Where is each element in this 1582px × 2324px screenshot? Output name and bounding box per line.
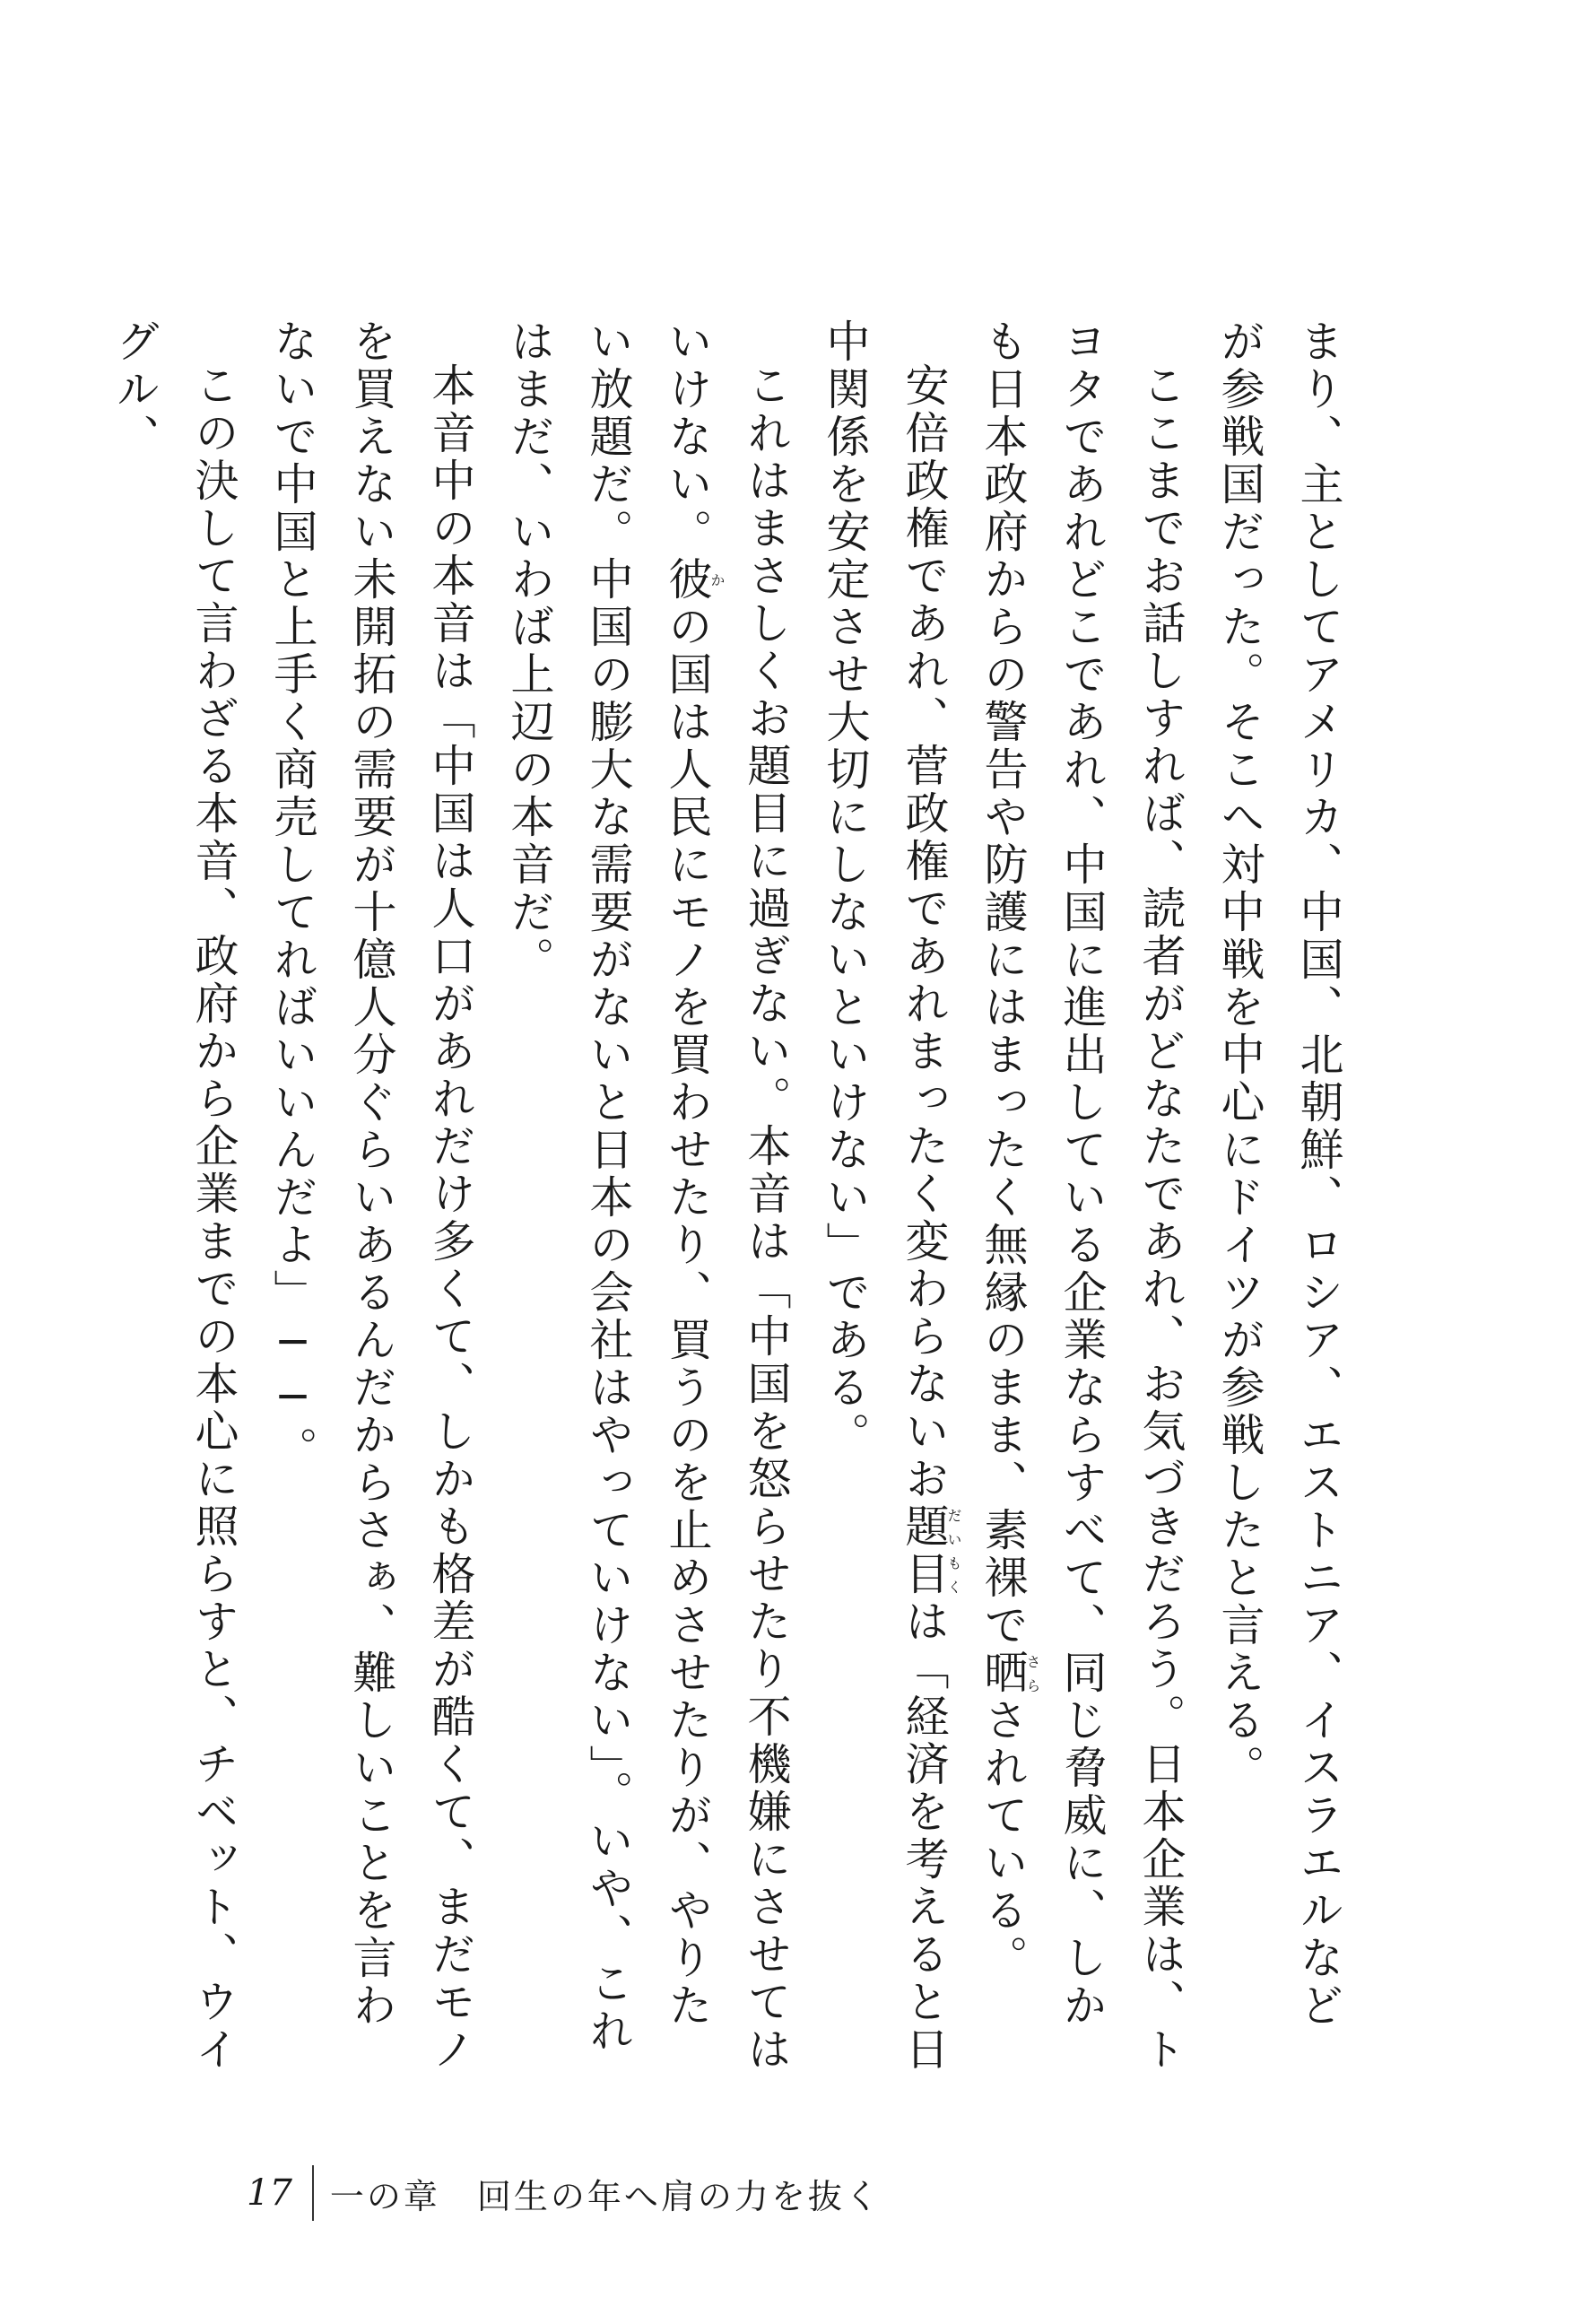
paragraph-6: この決して言わざる本音、政府から企業までの本心に照らすと、チベット、ウイグル、 [109,318,239,2074]
paragraph-2-tail: されている。 [978,1697,1029,1982]
ruby-sara: 晒さら [978,1649,1041,1697]
paragraph-4-tail: の国は人民にモノを買わせたり、買うのを止めさせたりが、やりたい放題だ。中国の膨大な需要がないと日本の会社はやっていけない」。いや、これはまだ、いわば上辺の本音だ。 [504,318,713,2056]
paragraph-1: まり、主としてアメリカ、中国、北朝鮮、ロシア、エストニア、イスラエルなどが参戦国だった。そこへ対中戦を中心にドイツが参戦したと言える。 [1214,318,1344,2030]
running-chapter-title: 一の章 回生の年へ肩の力を抜く [329,2176,882,2216]
paragraph-2-head: ここまでお話しすれば、読者がどなたであれ、お気づきだろう。日本企業は、トヨタであれどこであれ、中国に進出している企業ならすべて、同じ脅威に、しかも日本政府からの警告や防護にはまったく無縁のまま、素裸で [978,318,1186,2074]
paragraph-4-head: これはまさしくお題目に過ぎない。本音は「中国を怒らせたり不機嫌にさせてはいけない。 [662,318,792,2074]
ruby-ka: 彼か [662,556,726,604]
footer-divider [312,2165,314,2221]
ruby-daimoku: 題目だいもく [899,1503,962,1598]
body-text [109,318,1358,2076]
paragraph-2 [963,318,1200,2076]
paragraph-5: 本音中の本音は「中国は人口があれだけ多くて、しかも格差が酷くて、まだモノを買えない未開拓の需要が十億人分ぐらいあるんだからさぁ、難しいことを言わないで中国と上手く商売してればいいんだよ」──。 [267,318,476,2074]
page-footer [247,2162,882,2224]
paragraph-3-head: 安倍政権であれ、菅政権であれまったく変わらないお [899,362,950,1503]
paragraph-4 [490,318,805,2076]
page-number: 17 [247,2172,292,2214]
paragraph-3 [805,318,963,2076]
paragraph-3-tail: は「経済を考えると日中関係を安定させ大切にしないといけない」である。 [820,318,950,2074]
